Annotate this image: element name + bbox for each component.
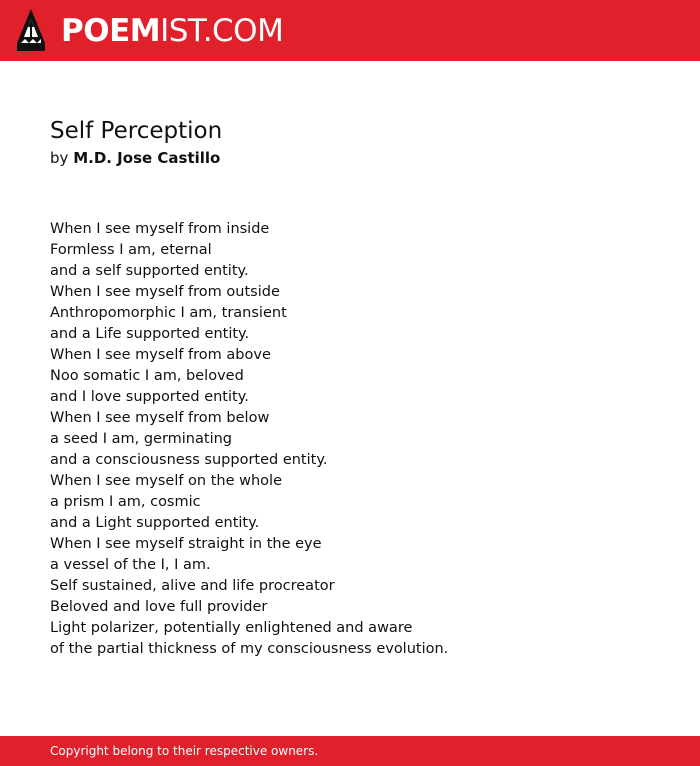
poem-line: Noo somatic I am, beloved xyxy=(50,368,244,384)
poem-header xyxy=(50,116,670,168)
copyright-text: Copyright belong to their respective owners. xyxy=(50,744,319,758)
poem-title: Self Perception xyxy=(50,118,223,144)
poem-line: Beloved and love full provider xyxy=(50,599,268,615)
logo-text-bold: POEM xyxy=(61,13,161,49)
poem-line: When I see myself on the whole xyxy=(50,473,283,489)
logo-text-light: IST.COM xyxy=(160,13,284,49)
site-footer xyxy=(0,736,700,766)
poem-body xyxy=(50,219,670,660)
pencil-icon[interactable] xyxy=(17,9,45,51)
site-header xyxy=(0,0,700,61)
poem-line: Anthropomorphic I am, transient xyxy=(50,305,287,321)
poem-line: Self sustained, alive and life procreator xyxy=(50,578,335,594)
poem-line: and a self supported entity. xyxy=(50,263,249,279)
byline xyxy=(50,148,670,168)
poem-line: a seed I am, germinating xyxy=(50,431,232,447)
author-name: M.D. Jose Castillo xyxy=(73,149,221,167)
poem-line: a vessel of the I, I am. xyxy=(50,557,211,573)
poem-line: When I see myself from outside xyxy=(50,284,280,300)
poem-line: and a Life supported entity. xyxy=(50,326,250,342)
by-label: by xyxy=(50,149,69,167)
poem-line: Formless I am, eternal xyxy=(50,242,212,258)
poem-line: When I see myself from inside xyxy=(50,221,270,237)
poem-line: When I see myself straight in the eye xyxy=(50,536,322,552)
site-logo-link[interactable] xyxy=(61,13,283,49)
poem-line: and I love supported entity. xyxy=(50,389,249,405)
poem-line: Light polarizer, potentially enlightened and aware xyxy=(50,620,413,636)
poem-line: and a consciousness supported entity. xyxy=(50,452,328,468)
poem-line: of the partial thickness of my consciousness evolution. xyxy=(50,641,449,657)
poem-line: When I see myself from above xyxy=(50,347,271,363)
poem-line: When I see myself from below xyxy=(50,410,270,426)
poem-line: and a Light supported entity. xyxy=(50,515,260,531)
poem-line: a prism I am, cosmic xyxy=(50,494,201,510)
